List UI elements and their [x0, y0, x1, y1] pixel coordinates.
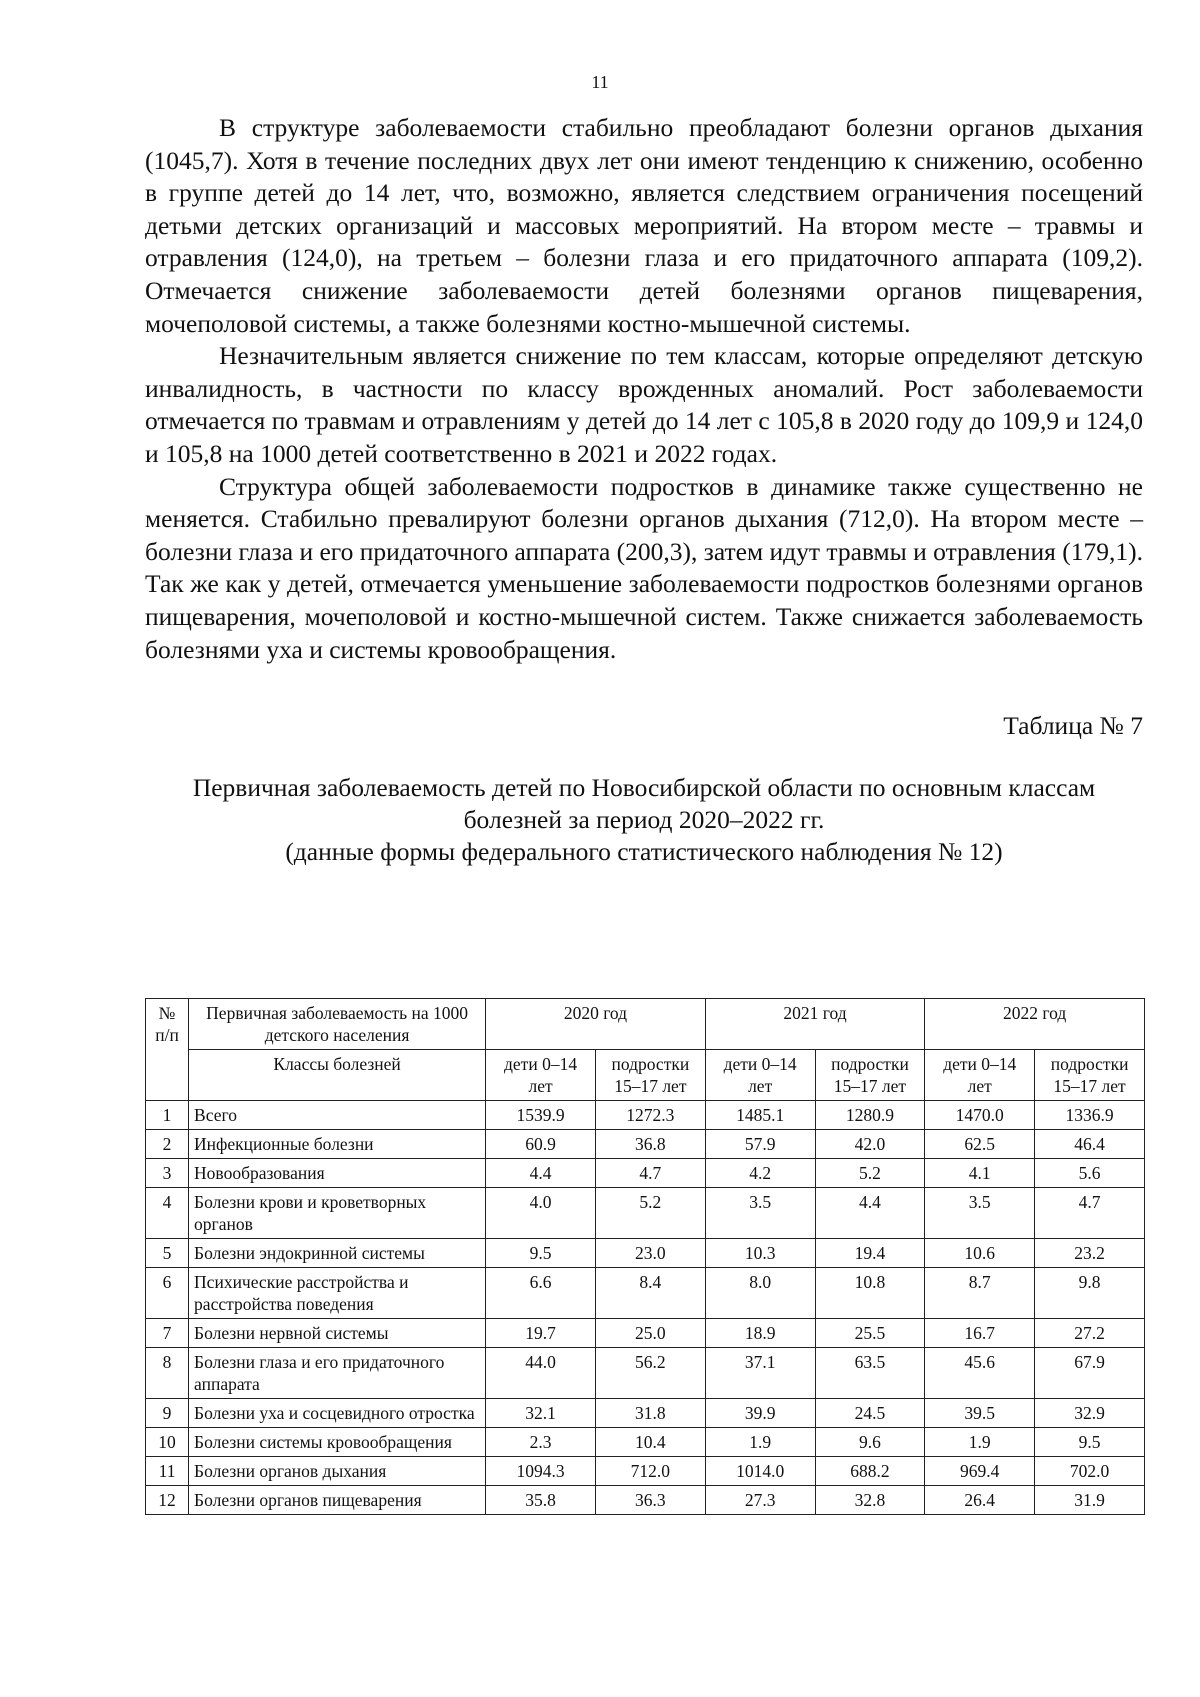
row-number: 3 — [146, 1159, 189, 1188]
rate-cell: 9.5 — [486, 1239, 596, 1268]
rate-cell: 969.4 — [925, 1457, 1035, 1486]
rate-cell: 16.7 — [925, 1319, 1035, 1348]
rate-cell: 32.9 — [1035, 1399, 1145, 1428]
table-row — [146, 1319, 1145, 1348]
table-header-row-2 — [146, 1050, 1145, 1101]
rate-cell: 10.3 — [705, 1239, 815, 1268]
rate-cell: 10.6 — [925, 1239, 1035, 1268]
rate-cell: 63.5 — [815, 1348, 925, 1399]
header-classes: Классы болезней — [189, 1050, 486, 1101]
disease-class: Болезни органов дыхания — [189, 1457, 486, 1486]
table-row — [146, 1159, 1145, 1188]
rate-cell: 35.8 — [486, 1486, 596, 1515]
header-teens: подростки 15–17 лет — [595, 1050, 705, 1101]
rate-cell: 31.9 — [1035, 1486, 1145, 1515]
rate-cell: 8.7 — [925, 1268, 1035, 1319]
rate-cell: 9.8 — [1035, 1268, 1145, 1319]
rate-cell: 702.0 — [1035, 1457, 1145, 1486]
rate-cell: 27.2 — [1035, 1319, 1145, 1348]
disease-class: Всего — [189, 1101, 486, 1130]
rate-cell: 4.4 — [815, 1188, 925, 1239]
disease-class: Болезни нервной системы — [189, 1319, 486, 1348]
disease-class: Инфекционные болезни — [189, 1130, 486, 1159]
row-number: 9 — [146, 1399, 189, 1428]
table-row — [146, 1428, 1145, 1457]
rate-cell: 31.8 — [595, 1399, 705, 1428]
rate-cell: 1.9 — [705, 1428, 815, 1457]
rate-cell: 36.3 — [595, 1486, 705, 1515]
disease-class: Болезни системы кровообращения — [189, 1428, 486, 1457]
rate-cell: 1336.9 — [1035, 1101, 1145, 1130]
disease-class: Психические расстройства и расстройства поведения — [189, 1268, 486, 1319]
rate-cell: 1539.9 — [486, 1101, 596, 1130]
rate-cell: 19.4 — [815, 1239, 925, 1268]
table-row — [146, 1130, 1145, 1159]
rate-cell: 8.4 — [595, 1268, 705, 1319]
rate-cell: 25.5 — [815, 1319, 925, 1348]
rate-cell: 27.3 — [705, 1486, 815, 1515]
rate-cell: 4.7 — [1035, 1188, 1145, 1239]
rate-cell: 1014.0 — [705, 1457, 815, 1486]
header-children: дети 0–14 лет — [486, 1050, 596, 1101]
rate-cell: 5.2 — [815, 1159, 925, 1188]
rate-cell: 8.0 — [705, 1268, 815, 1319]
rate-cell: 39.5 — [925, 1399, 1035, 1428]
table-row — [146, 1457, 1145, 1486]
rate-cell: 4.0 — [486, 1188, 596, 1239]
disease-class: Новообразования — [189, 1159, 486, 1188]
rate-cell: 24.5 — [815, 1399, 925, 1428]
disease-class: Болезни органов пищеварения — [189, 1486, 486, 1515]
row-number: 6 — [146, 1268, 189, 1319]
row-number: 11 — [146, 1457, 189, 1486]
header-year-2020: 2020 год — [486, 999, 706, 1050]
row-number: 8 — [146, 1348, 189, 1399]
rate-cell: 32.1 — [486, 1399, 596, 1428]
table-caption: Таблица № 7 — [1003, 711, 1143, 741]
paragraph-2: Незначительным является снижение по тем классам, которые определяют детскую инвалидность, в частности по классу врожденных аномалий. Рост заболеваемости отмечается по травмам и отравлениям у детей до 14 лет с 105,8 в 2020 году до 109,9 и 124,0 и 105,8 на 1000 детей соответственно в 2021 и 2022 годах. — [145, 341, 1143, 468]
row-number: 4 — [146, 1188, 189, 1239]
rate-cell: 23.0 — [595, 1239, 705, 1268]
table-row — [146, 1188, 1145, 1239]
table-body — [146, 1101, 1145, 1515]
rate-cell: 10.4 — [595, 1428, 705, 1457]
header-year-2021: 2021 год — [705, 999, 925, 1050]
rate-cell: 26.4 — [925, 1486, 1035, 1515]
table-title-main: Первичная заболеваемость детей по Новосибирской области по основным классам болезней за период 2020–2022 гг. — [192, 773, 1096, 835]
rate-cell: 46.4 — [1035, 1130, 1145, 1159]
header-children: дети 0–14 лет — [705, 1050, 815, 1101]
rate-cell: 1280.9 — [815, 1101, 925, 1130]
rate-cell: 18.9 — [705, 1319, 815, 1348]
rate-cell: 712.0 — [595, 1457, 705, 1486]
rate-cell: 1.9 — [925, 1428, 1035, 1457]
rate-cell: 10.8 — [815, 1268, 925, 1319]
rate-cell: 2.3 — [486, 1428, 596, 1457]
rate-cell: 19.7 — [486, 1319, 596, 1348]
rate-cell: 25.0 — [595, 1319, 705, 1348]
table-title-source: (данные формы федерального статистического наблюдения № 12) — [285, 837, 1003, 867]
row-number: 5 — [146, 1239, 189, 1268]
header-teens: подростки 15–17 лет — [1035, 1050, 1145, 1101]
rate-cell: 1470.0 — [925, 1101, 1035, 1130]
row-number: 12 — [146, 1486, 189, 1515]
table-header-row-1 — [146, 999, 1145, 1050]
header-year-2022: 2022 год — [925, 999, 1145, 1050]
document-body — [145, 112, 1143, 868]
row-number: 1 — [146, 1101, 189, 1130]
rate-cell: 1272.3 — [595, 1101, 705, 1130]
table-title — [145, 772, 1143, 868]
rate-cell: 4.4 — [486, 1159, 596, 1188]
rate-cell: 45.6 — [925, 1348, 1035, 1399]
rate-cell: 3.5 — [925, 1188, 1035, 1239]
row-number: 2 — [146, 1130, 189, 1159]
row-number: 7 — [146, 1319, 189, 1348]
page-number: 11 — [591, 72, 609, 92]
rate-cell: 6.6 — [486, 1268, 596, 1319]
disease-class: Болезни крови и кроветворных органов — [189, 1188, 486, 1239]
rate-cell: 57.9 — [705, 1130, 815, 1159]
rate-cell: 1485.1 — [705, 1101, 815, 1130]
rate-cell: 5.2 — [595, 1188, 705, 1239]
rate-cell: 60.9 — [486, 1130, 596, 1159]
rate-cell: 3.5 — [705, 1188, 815, 1239]
header-children: дети 0–14 лет — [925, 1050, 1035, 1101]
paragraph-3: Структура общей заболеваемости подростков в динамике также существенно не меняется. Стабильно превалируют болезни органов дыхания (712,0). На втором месте – болезни глаза и его придаточного аппарата (200,3), затем идут травмы и отравления (179,1). Так же как у детей, отмечается уменьшение заболеваемости подростков болезнями органов пищеварения, мочеполовой и костно-мышечной систем. Также снижается заболеваемость болезнями уха и системы кровообращения. — [145, 471, 1143, 664]
rate-cell: 4.1 — [925, 1159, 1035, 1188]
table-row — [146, 1399, 1145, 1428]
table-row — [146, 1486, 1145, 1515]
rate-cell: 67.9 — [1035, 1348, 1145, 1399]
header-measure: Первичная заболеваемость на 1000 детского населения — [189, 999, 486, 1050]
morbidity-table — [145, 998, 1145, 1515]
paragraph-1: В структуре заболеваемости стабильно преобладают болезни органов дыхания (1045,7). Хотя в течение последних двух лет они имеют тенденцию к снижению, особенно в группе детей до 14 лет, что, возможно, является следствием ограничения посещений детьми детских организаций и массовых мероприятий. На втором месте – травмы и отравления (124,0), на третьем – болезни глаза и его придаточного аппарата (109,2). Отмечается снижение заболеваемости детей болезнями органов пищеварения, мочеполовой системы, а также болезнями костно-мышечной системы. — [145, 113, 1143, 338]
table-row — [146, 1268, 1145, 1319]
rate-cell: 688.2 — [815, 1457, 925, 1486]
rate-cell: 56.2 — [595, 1348, 705, 1399]
rate-cell: 9.6 — [815, 1428, 925, 1457]
header-teens: подростки 15–17 лет — [815, 1050, 925, 1101]
rate-cell: 42.0 — [815, 1130, 925, 1159]
disease-class: Болезни эндокринной системы — [189, 1239, 486, 1268]
rate-cell: 32.8 — [815, 1486, 925, 1515]
rate-cell: 23.2 — [1035, 1239, 1145, 1268]
rate-cell: 44.0 — [486, 1348, 596, 1399]
table-row — [146, 1239, 1145, 1268]
rate-cell: 4.7 — [595, 1159, 705, 1188]
rate-cell: 4.2 — [705, 1159, 815, 1188]
rate-cell: 39.9 — [705, 1399, 815, 1428]
table-row — [146, 1348, 1145, 1399]
rate-cell: 9.5 — [1035, 1428, 1145, 1457]
table-row — [146, 1101, 1145, 1130]
rate-cell: 62.5 — [925, 1130, 1035, 1159]
rate-cell: 37.1 — [705, 1348, 815, 1399]
rate-cell: 1094.3 — [486, 1457, 596, 1486]
rate-cell: 5.6 — [1035, 1159, 1145, 1188]
disease-class: Болезни глаза и его придаточного аппарата — [189, 1348, 486, 1399]
header-number: № п/п — [146, 999, 189, 1101]
disease-class: Болезни уха и сосцевидного отростка — [189, 1399, 486, 1428]
rate-cell: 36.8 — [595, 1130, 705, 1159]
row-number: 10 — [146, 1428, 189, 1457]
